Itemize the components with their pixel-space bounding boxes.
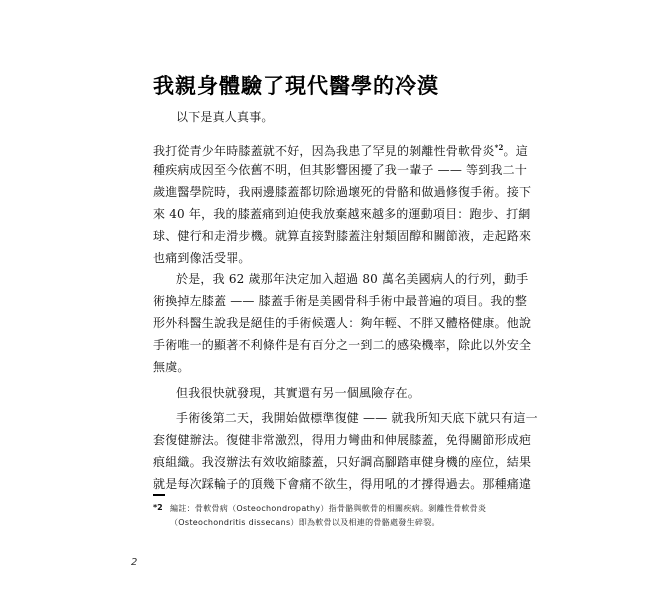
paragraph-line: 種疾病成因至今依舊不明，但其影響困擾了我一輩子 —— 等到我二十 [153, 163, 528, 177]
footnote-line: 編註：骨軟骨病（Osteochondropathy）指骨骼與軟骨的相關疾病。剝離性骨軟骨炎 [170, 504, 487, 513]
footnote-marker: *2 [153, 503, 163, 512]
footnote-line: （Osteochondritis dissecans）即為軟骨以及相連的骨骼處發生碎裂。 [170, 518, 440, 527]
paragraph-line: 痕組織。我沒辦法有效收縮膝蓋，只好調高腳踏車健身機的座位，結果 [153, 455, 532, 469]
paragraph-line: 術換掉左膝蓋 —— 膝蓋手術是美國骨科手術中最普遍的項目。我的整 [153, 294, 528, 308]
paragraph-line: 手術唯一的顯著不利條件是有百分之一到二的感染機率，除此以外安全 [153, 338, 532, 352]
paragraph-line: 無虞。 [153, 360, 190, 374]
paragraph-text: 。這 [503, 144, 528, 158]
paragraph-line [153, 140, 528, 159]
page-number: 2 [131, 557, 138, 568]
chapter-title: 我親身體驗了現代醫學的冷漠 [153, 74, 439, 98]
paragraph-line: 就是每次踩輪子的頂幾下會痛不欲生，得用吼的才撐得過去。那種痛違 [153, 477, 532, 491]
footnote-divider [153, 494, 165, 496]
footnote-reference[interactable]: *2 [494, 143, 504, 152]
paragraph-line: 也痛到像活受罪。 [153, 251, 251, 265]
paragraph-line: 來 40 年，我的膝蓋痛到迫使我放棄越來越多的運動項目：跑步、打網 [153, 207, 531, 221]
paragraph-line: 但我很快就發現，其實還有另一個風險存在。 [176, 386, 421, 400]
paragraph-line: 以下是真人真事。 [176, 110, 274, 124]
paragraph-line: 形外科醫生說我是絕佳的手術候選人：夠年輕、不胖又體格健康。他說 [153, 316, 532, 330]
paragraph-text: 我打從青少年時膝蓋就不好，因為我患了罕見的剝離性骨軟骨炎 [153, 144, 495, 158]
paragraph-line: 歲進醫學院時，我兩邊膝蓋都切除過壞死的骨骼和做過修復手術。接下 [153, 185, 532, 199]
paragraph-line: 套復健辦法。復健非常激烈，得用力彎曲和伸展膝蓋，免得關節形成疤 [153, 433, 532, 447]
paragraph-line: 於是，我 62 歲那年決定加入超過 80 萬名美國病人的行列，動手 [176, 272, 529, 286]
paragraph-line: 手術後第二天，我開始做標準復健 —— 就我所知天底下就只有這一 [176, 411, 538, 425]
paragraph-line: 球、健行和走滑步機。就算直接對膝蓋注射類固醇和關節液，走起路來 [153, 229, 532, 243]
